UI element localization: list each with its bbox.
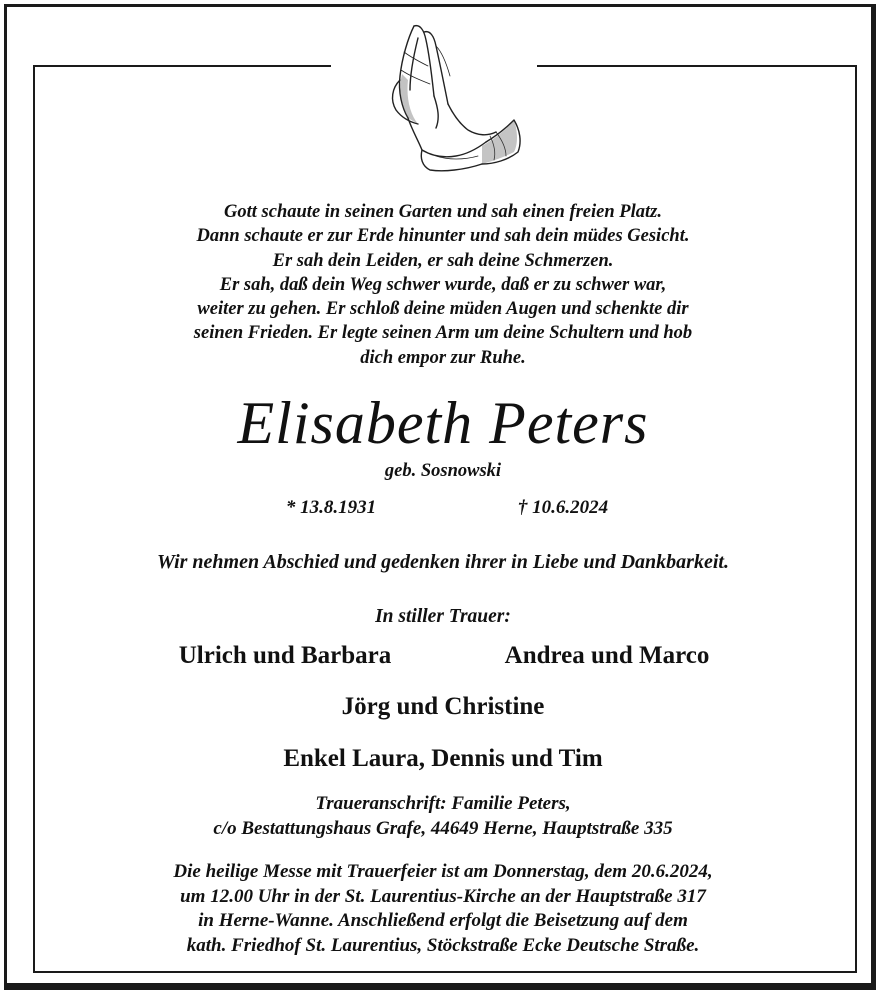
maiden-name: geb. Sosnowski [384, 461, 502, 481]
address-line: c/o Bestattungshaus Grafe, 44649 Herne, Hauptstraße 335 [213, 817, 673, 839]
frame-line-bottom [33, 971, 857, 973]
mourning-label: In stiller Trauer: [375, 606, 511, 627]
deceased-name: Elisabeth Peters [237, 390, 649, 456]
address-line: Traueranschrift: Familie Peters, [315, 793, 571, 814]
death-date: † 10.6.2024 [517, 497, 609, 518]
poem-line: Dann schaute er zur Erde hinunter und sah dein müdes Gesicht. [196, 226, 690, 247]
mourning-address [0, 792, 886, 841]
service-line: in Herne-Wanne. Anschließend erfolgt die Beisetzung auf dem [198, 910, 688, 931]
mourner-name: Andrea und Marco [504, 642, 710, 669]
poem-line: Er sah dein Leiden, er sah deine Schmerzen. [272, 250, 614, 271]
birth-date: * 13.8.1931 [285, 497, 377, 518]
service-line: Die heilige Messe mit Trauerfeier ist am Donnerstag, dem 20.6.2024, [173, 861, 713, 882]
farewell-text: Wir nehmen Abschied und gedenken ihrer in Liebe und Dankbarkeit. [157, 551, 729, 573]
mourner-name: Enkel Laura, Dennis und Tim [283, 745, 603, 772]
poem-line: dich empor zur Ruhe. [360, 347, 526, 368]
service-info [0, 860, 886, 958]
poem-line: Gott schaute in seinen Garten und sah einen freien Platz. [224, 202, 662, 222]
service-line: um 12.00 Uhr in der St. Laurentius-Kirche an der Hauptstraße 317 [180, 885, 706, 907]
mourner-name: Ulrich und Barbara [178, 642, 392, 669]
poem [80, 200, 806, 370]
poem-line: Er sah, daß dein Weg schwer wurde, daß er zu schwer war, [219, 274, 667, 295]
frame-line-top-left [33, 65, 331, 67]
mourner-name: Jörg und Christine [341, 693, 545, 720]
frame-line-top-right [537, 65, 857, 67]
poem-line: weiter zu gehen. Er schloß deine müden Augen und schenkte dir [197, 299, 689, 320]
service-line: kath. Friedhof St. Laurentius, Stöckstraße Ecke Deutsche Straße. [186, 934, 700, 956]
praying-hands-icon [378, 18, 528, 173]
poem-line: seinen Frieden. Er legte seinen Arm um deine Schultern und hob [193, 323, 693, 344]
